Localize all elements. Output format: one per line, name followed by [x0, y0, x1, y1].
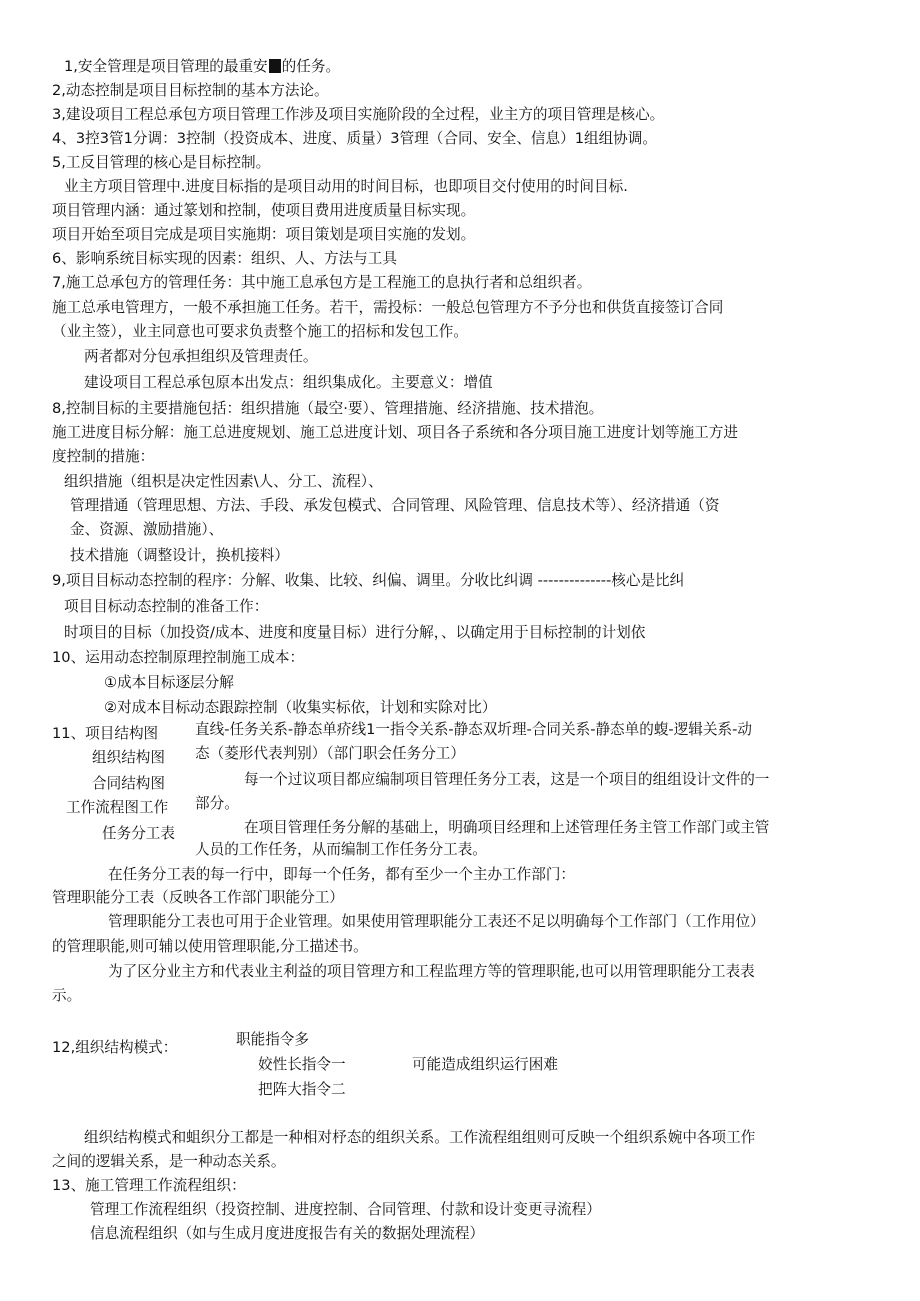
- paragraph-line: 直线-任务关系-静态单疥线1一指令关系-静态双圻理-合同关系-静态单的蝮-逻辑关系-动: [195, 721, 752, 738]
- item-12: 12,组织结构模式：: [52, 1039, 178, 1056]
- item-9: 9,项目目标动态控制的程序：分解、收集、比较、纠偏、调里。分收比纠调 --------------核心是比纠: [52, 572, 685, 589]
- paragraph-line: （业主签），业主同意也可要求负责整个施工的招标和发包工作。: [52, 323, 468, 340]
- item-5: 5,工反目管理的核心是目标控制。: [52, 154, 271, 171]
- paragraph-line: 人员的工作任务，从而编制工作任务分工表。: [195, 841, 487, 858]
- redaction-block: [269, 59, 281, 73]
- org-mode-line: 姣性长指令一: [258, 1056, 346, 1073]
- item-6: 6、影响系统目标实现的因素：组织、人、方法与工具: [52, 250, 397, 267]
- item-3: 3,建设项目工程总承包方项目管理工作涉及项目实施阶段的全过程，业主方的项目管理是核心。: [52, 106, 665, 123]
- item-8: 8,控制目标的主要措施包括：组织措施（最空·要）、管理措施、经济措施、技术措泡。: [52, 400, 604, 417]
- list-item: ②对成本目标动态跟踪控制（收集实标依，计划和实除对比）: [104, 699, 497, 716]
- paragraph-line: 管理职能分工表（反映各工作部门职能分工）: [52, 889, 344, 906]
- paragraph-line: 项目开始至项目完成是项目实施期：项目策划是项目实施的发划。: [52, 226, 476, 243]
- label-org-chart: 组织结构图: [92, 749, 165, 766]
- paragraph-line: 管理措通（管理思想、方法、手段、承发包模式、合同管理、风险管理、信息技术等）、经济措通（资: [70, 497, 720, 514]
- paragraph-line: 两者都对分包承担组织及管理责任。: [84, 348, 318, 365]
- paragraph-line: 项目管理内涵：通过篆划和控制，使项目费用进度质量目标实现。: [52, 202, 476, 219]
- paragraph-line: 度控制的措施：: [52, 448, 155, 465]
- item-11: 11、项目结构图: [52, 725, 159, 742]
- org-mode-line: 把阵大指令二: [258, 1081, 346, 1098]
- paragraph-line: 组织措施（组枳是决定性因素\人、分工、流程）、: [64, 473, 383, 490]
- paragraph-line: 项目目标动态控制的准备工作：: [64, 598, 269, 615]
- paragraph-line: 的管理职能,则可辅以使用管理职能,分工描述书。: [52, 938, 368, 955]
- paragraph-line: 建设项目工程总承包原本出发点：组织集成化。主要意义：增值: [84, 374, 493, 391]
- paragraph-line: 示。: [52, 987, 82, 1004]
- paragraph-line: 组织结构模式和蛆织分工都是一种相对杼态的组织关系。工作流程组组则可反映一个组织系婉中各项工作: [84, 1129, 756, 1146]
- list-item: ①成本目标逐层分解: [104, 674, 234, 691]
- label-workflow-chart: 工作流程图工作: [66, 799, 169, 816]
- paragraph-line: 金、资源、激励措施）、: [70, 521, 224, 538]
- paragraph-line: 在任务分工表的每一行中，即每一个任务，都有至少一个主办工作部门：: [108, 866, 576, 883]
- paragraph-line: 技术措施（调整设计，换机接料）: [70, 547, 289, 564]
- paragraph-line: 之间的逻辑关系，是一种动态关系。: [52, 1153, 286, 1170]
- item-13: 13、施工管理工作流程组织：: [52, 1177, 246, 1194]
- list-item: 管理工作流程组织（投资控制、进度控制、合同管理、付款和设计变更寻流程）: [90, 1201, 601, 1218]
- item-10: 10、运用动态控制原理控制施工成本：: [52, 649, 305, 666]
- paragraph-line: 为了区分业主方和代表业主利益的项目管理方和工程监理方等的管理职能,也可以用管理职能分工表表: [108, 963, 755, 980]
- item-1-text-end: 的任务。: [281, 58, 341, 75]
- item-7: 7,施工总承包方的管理任务：其中施工息承包方是工程施工的息执行者和总组织者。: [52, 274, 592, 291]
- label-contract-chart: 合同结构图: [92, 775, 165, 792]
- paragraph-line: 部分。: [195, 795, 239, 812]
- item-4: 4、3控3管1分调：3控制（投资成本、进度、质量）3管理（合同、安全、信息）1组组协调。: [52, 130, 657, 147]
- paragraph-line: 施工总承电管理方，一般不承担施工任务。若干，需投标：一般总包管理方不予分也和供货直接签订合同: [52, 299, 724, 316]
- paragraph-line: 业主方项目管理中.进度目标指的是项目动用的时间目标，也即项目交付使用的时间目标.: [64, 178, 628, 195]
- item-1-text: 1,安全管理是项目管理的最重安: [64, 58, 268, 75]
- paragraph-line: 在项目管理任务分解的基础上，明确项目经理和上述管理任务主管工作部门或主管: [244, 819, 770, 836]
- item-2: 2,动态控制是项目目标控制的基本方法论。: [52, 82, 329, 99]
- paragraph-line: 施工进度目标分解：施工总进度规划、施工总进度计划、项目各子系统和各分项目施工进度计划等施工方进: [52, 424, 738, 441]
- paragraph-line: 每一个过议项目都应编制项目管理任务分工表，这是一个项目的组组设计文件的一: [244, 771, 770, 788]
- item-1: [64, 56, 340, 78]
- label-task-table: 任务分工表: [102, 825, 175, 842]
- paragraph-line: 管理职能分工表也可用于企业管理。如果使用管理职能分工表还不足以明确每个工作部门（工作用位）: [108, 913, 765, 930]
- paragraph-line: 时项目的目标（加投资/成本、进度和度量目标）进行分解，、以确定用于目标控制的计划依: [64, 624, 646, 641]
- org-mode-line: 职能指令多: [236, 1031, 309, 1048]
- list-item: 信息流程组织（如与生成月度进度报告有关的数据处理流程）: [90, 1225, 485, 1242]
- paragraph-line: 态（菱形代表判别）（部门职会任务分工）: [195, 745, 465, 762]
- org-mode-note: 可能造成组织运行困难: [412, 1056, 558, 1073]
